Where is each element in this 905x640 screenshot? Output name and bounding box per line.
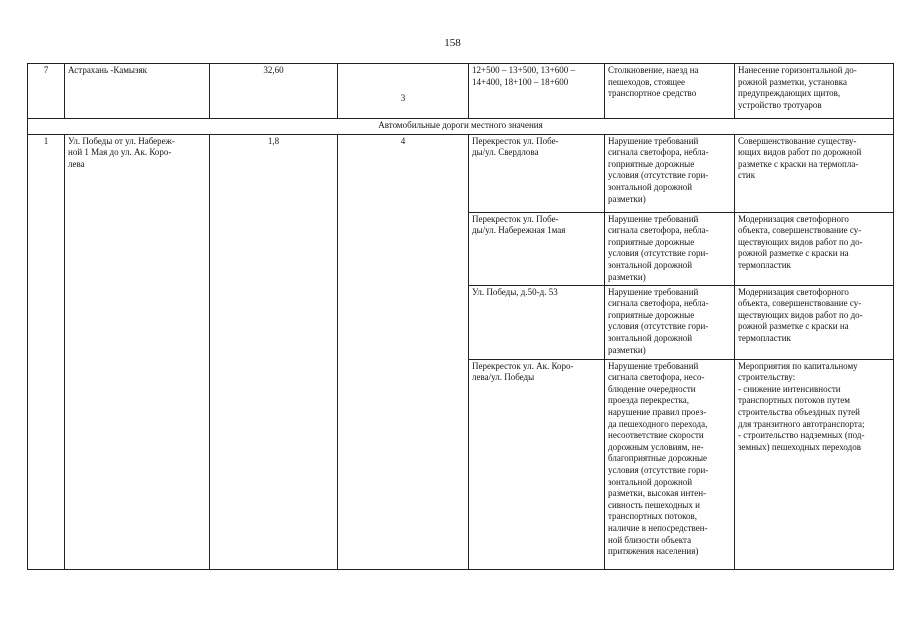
- row-number: 1: [28, 134, 65, 569]
- measures: Мероприятия по капитальному строительству: - снижение интенсивности транспортных потоков путем строительства объездных путей для транзитного автотранспорта; - строительство надземных (под- земных) пешеходных переходов: [735, 359, 894, 569]
- violation-description: Нарушение требований сигнала светофора, небла- гоприятные дорожные условия (отсутствие гори- зонтальной дорожной разметки): [605, 212, 735, 285]
- measures: Модернизация светофорного объекта, совершенствование су- ществующих видов работ по до- рожной разметке с краски на термопластик: [735, 212, 894, 285]
- accident-location: Перекресток ул. Побе- ды/ул. Свердлова: [469, 134, 605, 212]
- measures: Модернизация светофорного объекта, совершенствование су- ществующих видов работ по до- рожной разметке с краски на термопластик: [735, 285, 894, 359]
- accident-count: 3: [338, 64, 469, 119]
- violation-description: Нарушение требований сигнала светофора, несо- блюдение очередности проезда перекрестка, нарушение правил проез- да пешеходного перехода, несоответствие скорости дорожным условиям, не- благоприятные дорожные условия (отсутствие гори- зонтальной дорожной разметки, высокая интен- сивность пешеходных и транспортных потоков, наличие в непосредствен- ной близости объекта притяжения населения): [605, 359, 735, 569]
- row-number: 7: [28, 64, 65, 119]
- accident-location: Перекресток ул. Побе- ды/ул. Набережная 1мая: [469, 212, 605, 285]
- accident-location: Перекресток ул. Ак. Коро- лева/ул. Победы: [469, 359, 605, 569]
- accident-measures-table: [27, 63, 894, 570]
- violation-description: Нарушение требований сигнала светофора, небла- гоприятные дорожные условия (отсутствие гори- зонтальной дорожной разметки): [605, 134, 735, 212]
- page-number: 158: [444, 37, 461, 49]
- violation-description: Нарушение требований сигнала светофора, небла- гоприятные дорожные условия (отсутствие гори- зонтальной дорожной разметки): [605, 285, 735, 359]
- section-title: Автомобильные дороги местного значения: [28, 119, 894, 135]
- accident-location: 12+500 – 13+500, 13+600 – 14+400, 18+100 – 18+600: [469, 64, 605, 119]
- measures: Совершенствование существу- ющих видов работ по дорожной разметке с краски на термопла- стик: [735, 134, 894, 212]
- road-name: Ул. Победы от ул. Набереж- ной 1 Мая до ул. Ак. Коро- лева: [65, 134, 210, 569]
- road-length: 32,60: [210, 64, 338, 119]
- road-length: 1,8: [210, 134, 338, 569]
- table-row-1a: [28, 134, 894, 212]
- road-name: Астрахань -Камызяк: [65, 64, 210, 119]
- table-row-7: [28, 64, 894, 119]
- accident-type: Столкновение, наезд на пешеходов, стоящее транспортное средство: [605, 64, 735, 119]
- accident-location: Ул. Победы, д.50-д. 53: [469, 285, 605, 359]
- measures: Нанесение горизонтальной до- рожной разметки, установка предупреждающих щитов, устройство тротуаров: [735, 64, 894, 119]
- section-heading-row: [28, 119, 894, 135]
- accident-count: 4: [338, 134, 469, 569]
